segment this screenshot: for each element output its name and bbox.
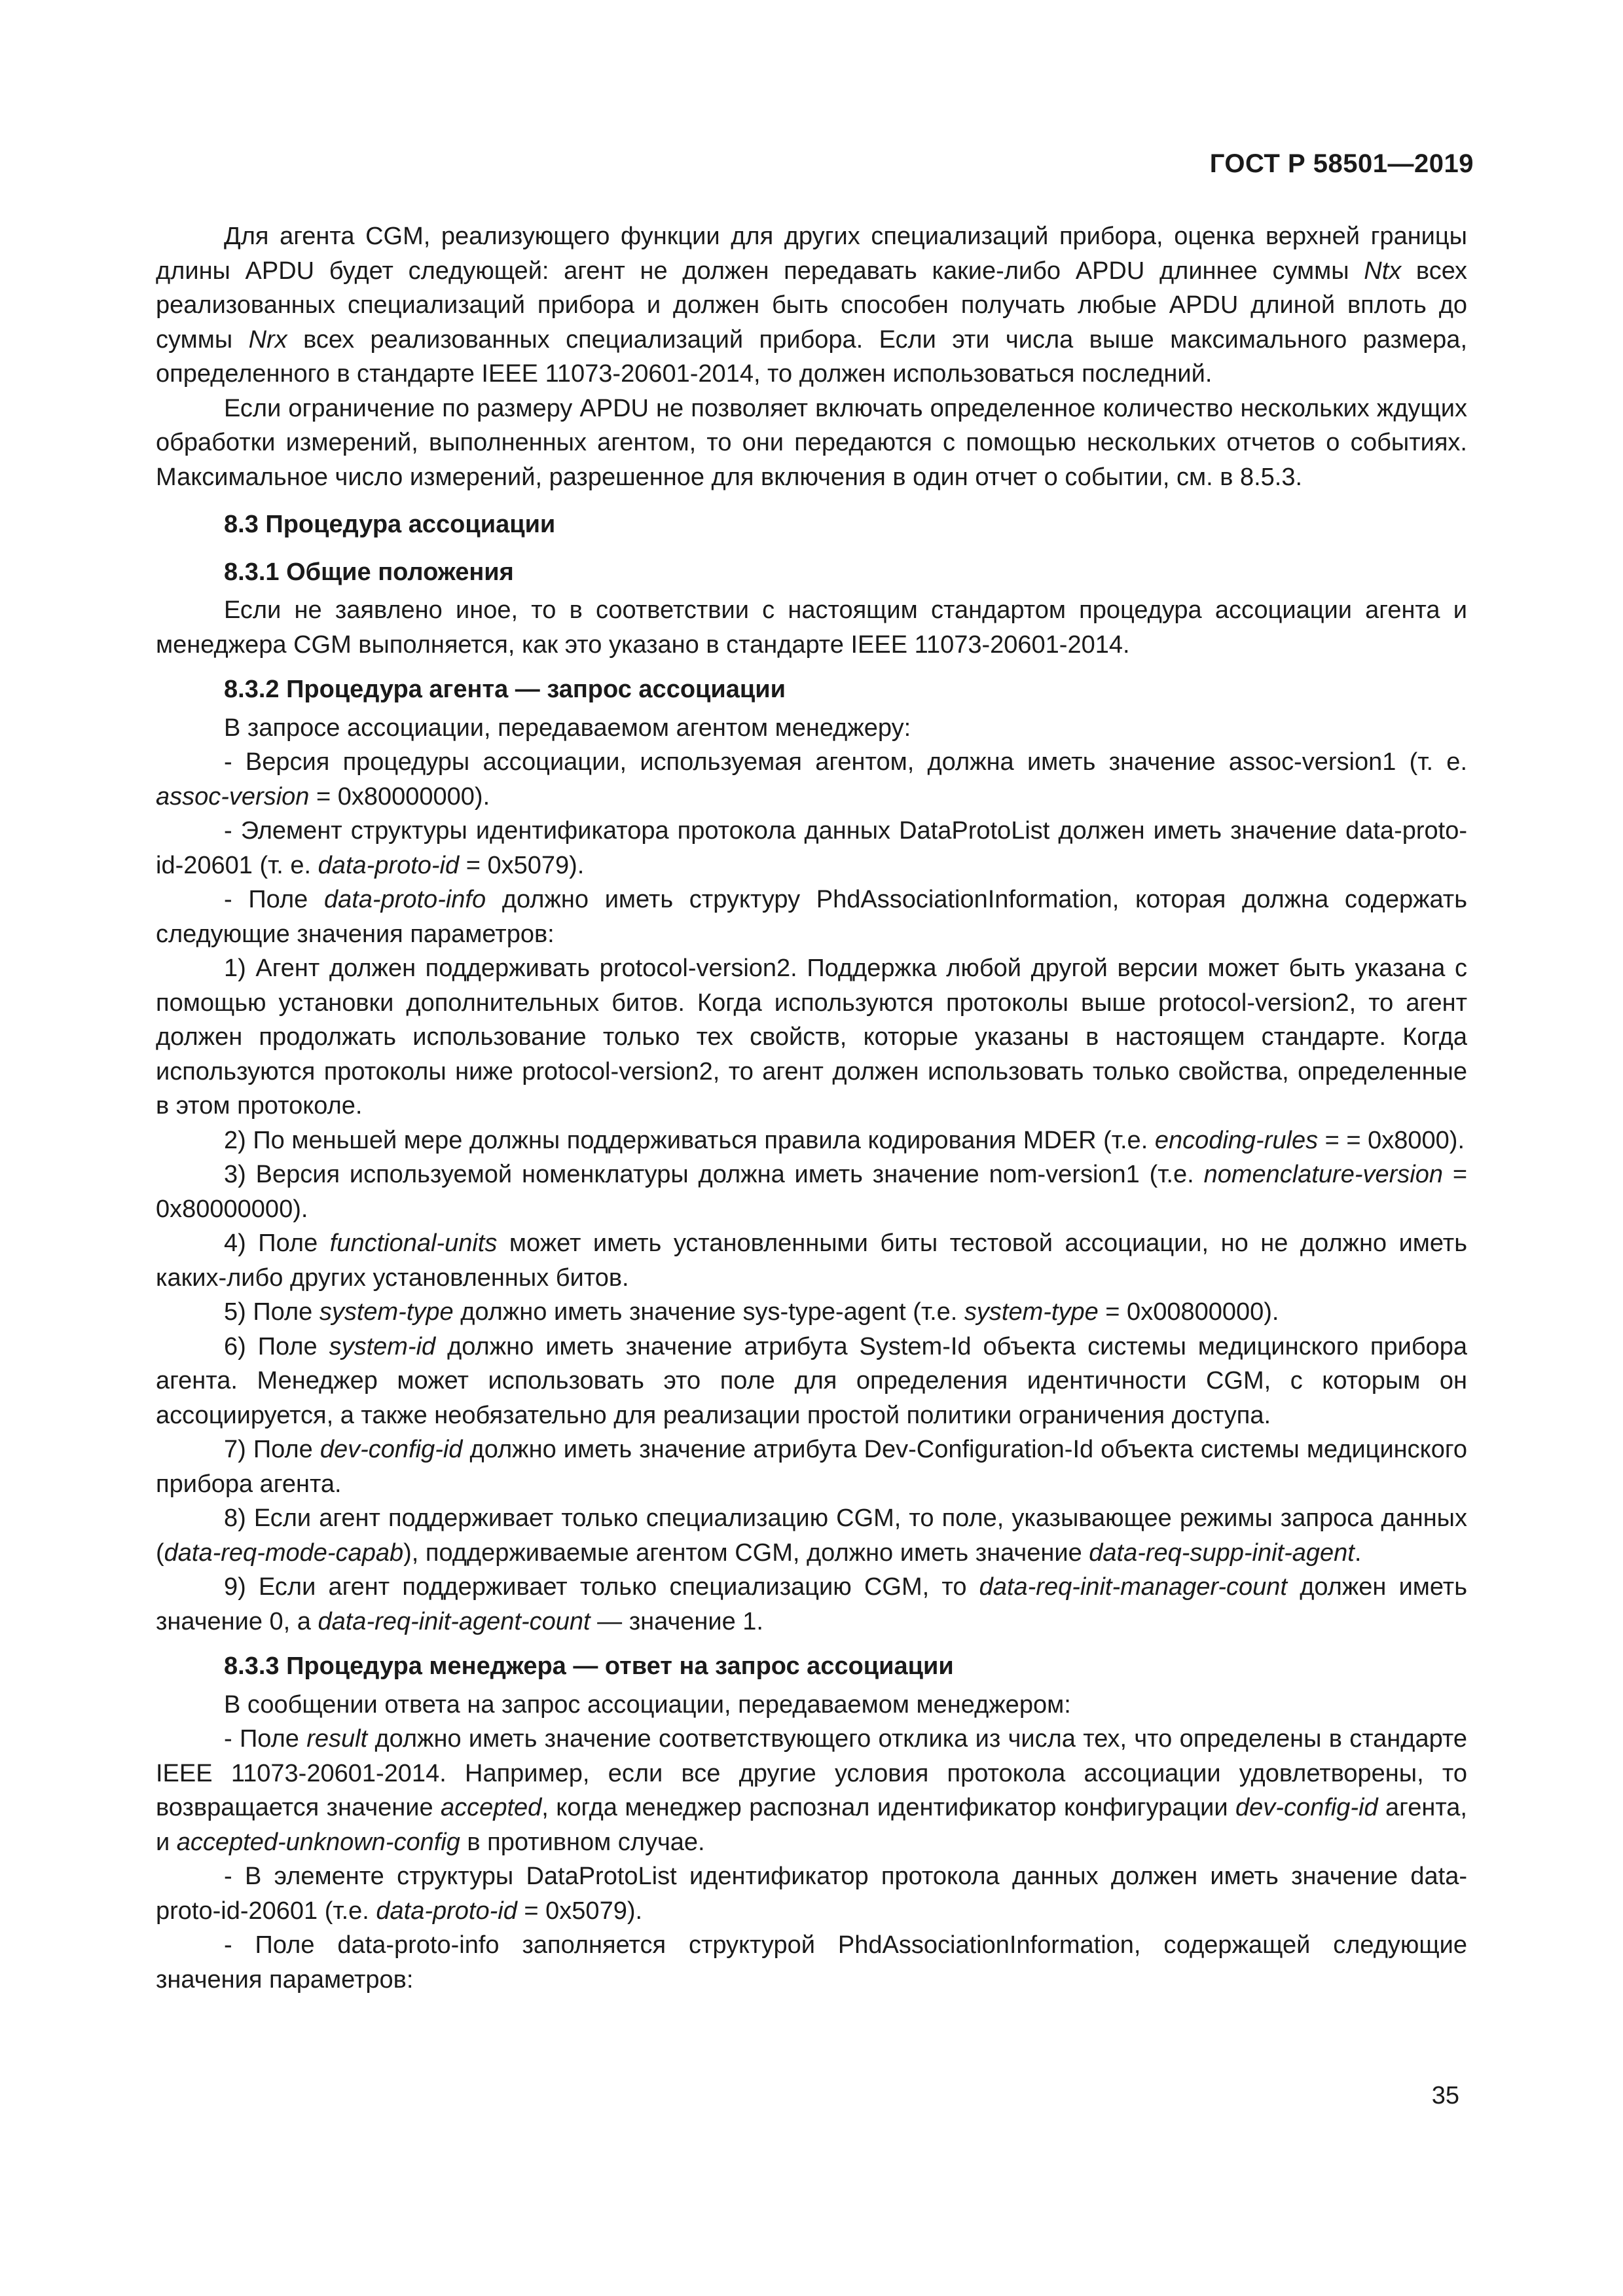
- list-item-data-proto-list: - Элемент структуры идентификатора протокола данных DataProtoList должен иметь значение data-proto-id-20601 (т. е. data-proto-id = 0x5079).: [156, 817, 1467, 879]
- list-item-data-proto-info: - Поле data-proto-info должно иметь структуру PhdAssociationInformation, которая должна содержать следующие значения параметров:: [156, 886, 1468, 948]
- numbered-item-3: 3) Версия используемой номенклатуры должна иметь значение nom-version1 (т.е. nomenclature-version = 0x80000000).: [156, 1161, 1468, 1223]
- numbered-item-1: 1) Агент должен поддерживать protocol-version2. Поддержка любой другой версии может быть указана с помощью установки дополнительных битов. Когда используются протоколы выше protocol-version2, то агент должен продолжать использование только тех свойств, которые указаны в настоящем стандарте. Когда используются протоколы ниже protocol-version2, то агент должен использовать только свойства, определенные в этом протоколе.: [156, 955, 1467, 1120]
- page-header-standard-code: ГОСТ Р 58501—2019: [1209, 149, 1474, 178]
- numbered-item-4: 4) Поле functional-units может иметь установленными биты тестовой ассоциации, но не должно иметь каких-либо других установленных битов.: [156, 1230, 1467, 1292]
- section-heading-8-3: 8.3 Процедура ассоциации: [224, 511, 556, 538]
- list-item-assoc-version: - Версия процедуры ассоциации, используемая агентом, должна иметь значение assoc-version1 (т. е. assoc-version = 0x80000000).: [156, 748, 1467, 811]
- section-heading-8-3-2: 8.3.2 Процедура агента — запрос ассоциации: [224, 676, 786, 703]
- paragraph-apdu-limit: Для агента CGM, реализующего функции для других специализаций прибора, оценка верхней границы длины APDU будет следующей: агент не должен передавать какие-либо APDU длиннее суммы Ntx всех реализованных специализаций прибора и должен быть способен получать любые APDU длиной вплоть до суммы Nrx всех реализованных специализаций прибора. Если эти числа выше максимального размера, определенного в стандарте IEEE 11073-20601-2014, то должен использоваться последний.: [156, 223, 1467, 388]
- numbered-item-2: 2) По меньшей мере должны поддерживаться правила кодирования MDER (т.е. encoding-rules = = 0x8000).: [224, 1126, 1465, 1154]
- numbered-item-8: 8) Если агент поддерживает только специализацию CGM, то поле, указывающее режимы запроса данных (data-req-mode-capab), поддерживаемые агентом CGM, должно иметь значение data-req-supp-init-agent.: [156, 1504, 1467, 1567]
- paragraph-8-3-2-intro: В запросе ассоциации, передаваемом агентом менеджеру:: [224, 714, 911, 742]
- numbered-item-5: 5) Поле system-type должно иметь значение sys-type-agent (т.е. system-type = 0x00800000).: [224, 1298, 1279, 1326]
- paragraph-apdu-event-reports: Если ограничение по размеру APDU не позволяет включать определенное количество нескольких ждущих обработки измерений, выполненных агентом, то они передаются с помощью нескольких отчетов о событиях. Максимальное число измерений, разрешенное для включения в один отчет о событии, см. в 8.5.3.: [156, 394, 1467, 491]
- numbered-item-6: 6) Поле system-id должно иметь значение атрибута System-Id объекта системы медицинского прибора агента. Менеджер может использовать это поле для определения идентичности CGM, с которым он ассоциируется, а также необязательно для реализации простой политики ограничения доступа.: [156, 1332, 1467, 1429]
- list-item-data-proto-list-response: - В элементе структуры DataProtoList идентификатор протокола данных должен иметь значение data-proto-id-20601 (т.е. data-proto-id = 0x5079).: [156, 1863, 1467, 1925]
- paragraph-8-3-3-intro: В сообщении ответа на запрос ассоциации, передаваемом менеджером:: [224, 1690, 1071, 1719]
- list-item-result: - Поле result должно иметь значение соответствующего отклика из числа тех, что определены в стандарте IEEE 11073-20601-2014. Например, если все другие условия протокола ассоциации удовлетворены, то возвращается значение accepted, когда менеджер распознал идентификатор конфигурации dev-config-id агента, и accepted-unknown-config в противном случае.: [156, 1725, 1468, 1856]
- document-body: [156, 219, 1467, 1997]
- paragraph-8-3-1: Если не заявлено иное, то в соответствии с настоящим стандартом процедура ассоциации агента и менеджера CGM выполняется, как это указано в стандарте IEEE 11073-20601-2014.: [156, 596, 1467, 659]
- numbered-item-9: 9) Если агент поддерживает только специализацию CGM, то data-req-init-manager-count должен иметь значение 0, а data-req-init-agent-count — значение 1.: [156, 1573, 1467, 1635]
- section-heading-8-3-1: 8.3.1 Общие положения: [224, 558, 514, 586]
- numbered-item-7: 7) Поле dev-config-id должно иметь значение атрибута Dev-Configuration-Id объекта системы медицинского прибора агента.: [156, 1436, 1467, 1498]
- page-number: 35: [1431, 2082, 1459, 2109]
- list-item-data-proto-info-response: - Поле data-proto-info заполняется структурой PhdAssociationInformation, содержащей следующие значения параметров:: [156, 1931, 1467, 1994]
- section-heading-8-3-3: 8.3.3 Процедура менеджера — ответ на запрос ассоциации: [224, 1652, 954, 1680]
